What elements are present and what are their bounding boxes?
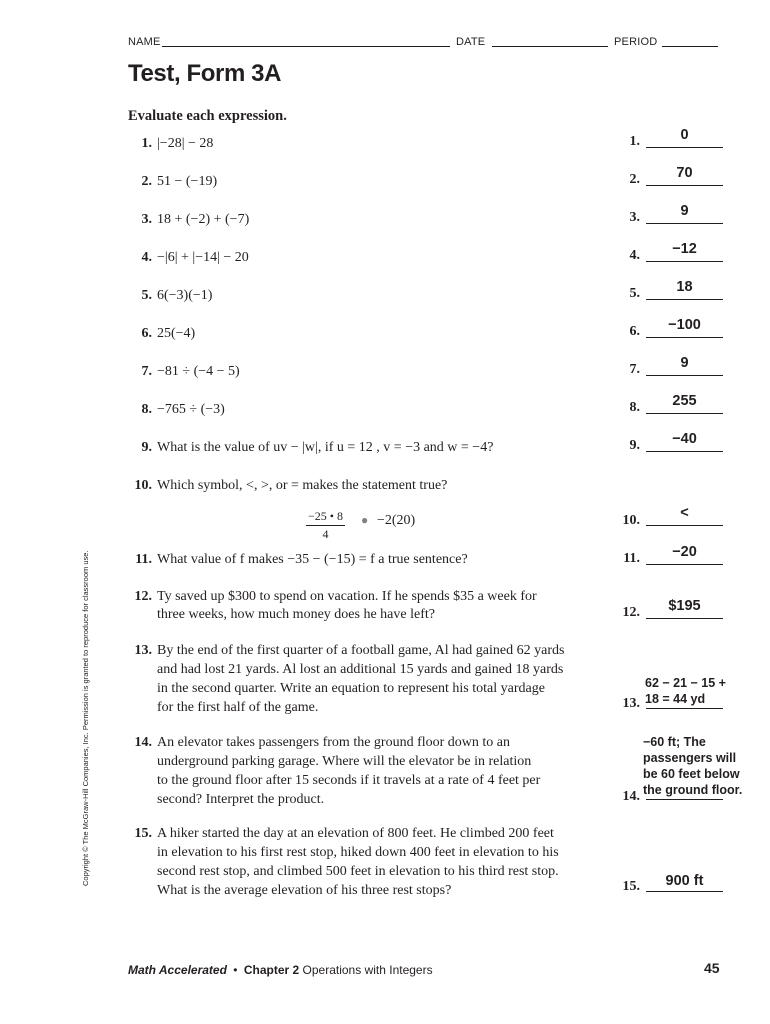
answer-value-line[interactable]: 18 = 44 yd	[645, 692, 706, 706]
answer-number: 11.	[623, 551, 640, 566]
question-text-line: for the first half of the game.	[157, 700, 319, 715]
answer-value[interactable]: −40	[672, 431, 697, 447]
date-field[interactable]	[492, 46, 608, 47]
answer-number: 15.	[622, 879, 640, 894]
period-field[interactable]	[662, 46, 718, 47]
question-text: 6(−3)(−1)	[157, 288, 213, 303]
answer-number: 13.	[622, 696, 640, 711]
question-text-line: What is the average elevation of his three rest stops?	[157, 883, 452, 898]
period-label: PERIOD	[614, 36, 658, 48]
answer-number: 9.	[629, 438, 640, 453]
question-text-line: underground parking garage. Where will the elevator be in relation	[157, 754, 532, 769]
chapter-title: Operations with Integers	[302, 963, 433, 977]
answer-line	[646, 261, 723, 262]
answer-line	[646, 147, 723, 148]
answer-value[interactable]: <	[680, 505, 689, 521]
answer-line	[646, 564, 723, 565]
question-number: 2.	[141, 174, 152, 189]
answer-value[interactable]: −100	[668, 317, 701, 333]
question-text-line: By the end of the first quarter of a football game, Al had gained 62 yards	[157, 643, 565, 658]
comparison-circle-icon: ●	[361, 513, 369, 527]
name-label: NAME	[128, 36, 161, 48]
question-text-line: second? Interpret the product.	[157, 792, 325, 807]
answer-line	[646, 299, 723, 300]
question-text: −765 ÷ (−3)	[157, 402, 225, 417]
book-title: Math Accelerated	[128, 963, 227, 977]
q10-fraction	[306, 509, 345, 542]
answer-line	[646, 451, 723, 452]
question-text-line: An elevator takes passengers from the ground floor down to an	[157, 735, 511, 750]
question-text: What is the value of uv − |w|, if u = 12 , v = −3 and w = −4?	[157, 440, 494, 455]
question-text-line: A hiker started the day at an elevation of 800 feet. He climbed 200 feet	[157, 826, 554, 841]
question-number: 5.	[141, 288, 152, 303]
question-number: 13.	[134, 643, 152, 658]
answer-line	[646, 375, 723, 376]
question-text: −|6| + |−14| − 20	[157, 250, 249, 265]
answer-value[interactable]: 255	[672, 393, 697, 409]
answer-line	[646, 185, 723, 186]
answer-value[interactable]: 900 ft	[665, 873, 704, 889]
answer-number: 7.	[629, 362, 640, 377]
answer-value[interactable]: 9	[680, 203, 689, 219]
footer	[128, 963, 433, 977]
chapter-number: Chapter 2	[243, 963, 300, 977]
question-text: |−28| − 28	[157, 136, 214, 151]
question-text-line: Ty saved up $300 to spend on vacation. If he spends $35 a week for	[157, 589, 537, 604]
answer-value[interactable]: 70	[676, 165, 693, 181]
answer-value-line[interactable]: −60 ft; The	[643, 735, 706, 749]
question-text-line: three weeks, how much money does he have left?	[157, 607, 435, 622]
answer-line	[646, 618, 723, 619]
answer-number: 12.	[622, 605, 640, 620]
answer-value-line[interactable]: passengers will	[643, 751, 737, 765]
answer-value-line[interactable]: 62 − 21 − 15 +	[645, 676, 726, 690]
question-text-line: and had lost 21 yards. Al lost an additional 15 yards and gained 18 yards	[157, 662, 564, 677]
answer-line	[646, 413, 723, 414]
question-text: 25(−4)	[157, 326, 196, 341]
answer-number: 1.	[629, 134, 640, 149]
answer-value[interactable]: $195	[668, 598, 701, 614]
question-number: 4.	[141, 250, 152, 265]
name-field[interactable]	[162, 46, 450, 47]
question-text: 51 − (−19)	[157, 174, 218, 189]
question-number: 12.	[134, 589, 152, 604]
answer-line	[646, 525, 723, 526]
answer-line	[646, 708, 723, 709]
answer-value[interactable]: 9	[680, 355, 689, 371]
question-number: 8.	[141, 402, 152, 417]
question-text: 18 + (−2) + (−7)	[157, 212, 250, 227]
question-number: 9.	[141, 440, 152, 455]
instructions: Evaluate each expression.	[128, 108, 287, 124]
fraction-numerator: −25 • 8	[306, 509, 345, 526]
answer-value-line[interactable]: be 60 feet below	[643, 767, 740, 781]
question-number: 1.	[141, 136, 152, 151]
question-number: 6.	[141, 326, 152, 341]
date-label: DATE	[456, 36, 486, 48]
question-number: 7.	[141, 364, 152, 379]
answer-number: 6.	[629, 324, 640, 339]
answer-line	[646, 799, 723, 800]
answer-line	[646, 337, 723, 338]
question-text-line: to the ground floor after 15 seconds if it travels at a rate of 4 feet per	[157, 773, 541, 788]
footer-bullet: •	[233, 963, 238, 977]
answer-value[interactable]: −12	[672, 241, 697, 257]
answer-value[interactable]: 0	[680, 127, 689, 143]
answer-number: 5.	[629, 286, 640, 301]
answer-value[interactable]: −20	[672, 544, 697, 560]
question-text: What value of f makes −35 − (−15) = f a true sentence?	[157, 552, 468, 567]
q10-right-expression: −2(20)	[377, 513, 416, 528]
question-number: 15.	[134, 826, 152, 841]
answer-line	[646, 891, 723, 892]
answer-number: 14.	[622, 789, 640, 804]
copyright-notice: Copyright © The McGraw-Hill Companies, Inc. Permission is granted to reproduce for classroom use.	[81, 550, 90, 886]
answer-number: 3.	[629, 210, 640, 225]
question-number: 10.	[134, 478, 152, 493]
answer-value[interactable]: 18	[676, 279, 693, 295]
question-number: 14.	[134, 735, 152, 750]
page-title: Test, Form 3A	[128, 60, 282, 87]
question-text: Which symbol, <, >, or = makes the statement true?	[157, 478, 448, 493]
question-text-line: second rest stop, and climbed 500 feet in elevation to his third rest stop.	[157, 864, 559, 879]
question-number: 3.	[141, 212, 152, 227]
answer-number: 4.	[629, 248, 640, 263]
page-number: 45	[704, 960, 720, 976]
question-text-line: in the second quarter. Write an equation to represent his total yardage	[157, 681, 545, 696]
question-text: −81 ÷ (−4 − 5)	[157, 364, 240, 379]
answer-value-line[interactable]: the ground floor.	[643, 783, 743, 797]
answer-line	[646, 223, 723, 224]
answer-number: 2.	[629, 172, 640, 187]
answer-number: 8.	[629, 400, 640, 415]
answer-number: 10.	[622, 513, 640, 528]
question-text-line: in elevation to his first rest stop, hiked down 400 feet in elevation to his	[157, 845, 559, 860]
question-number: 11.	[135, 552, 152, 567]
fraction-denominator: 4	[322, 527, 329, 541]
